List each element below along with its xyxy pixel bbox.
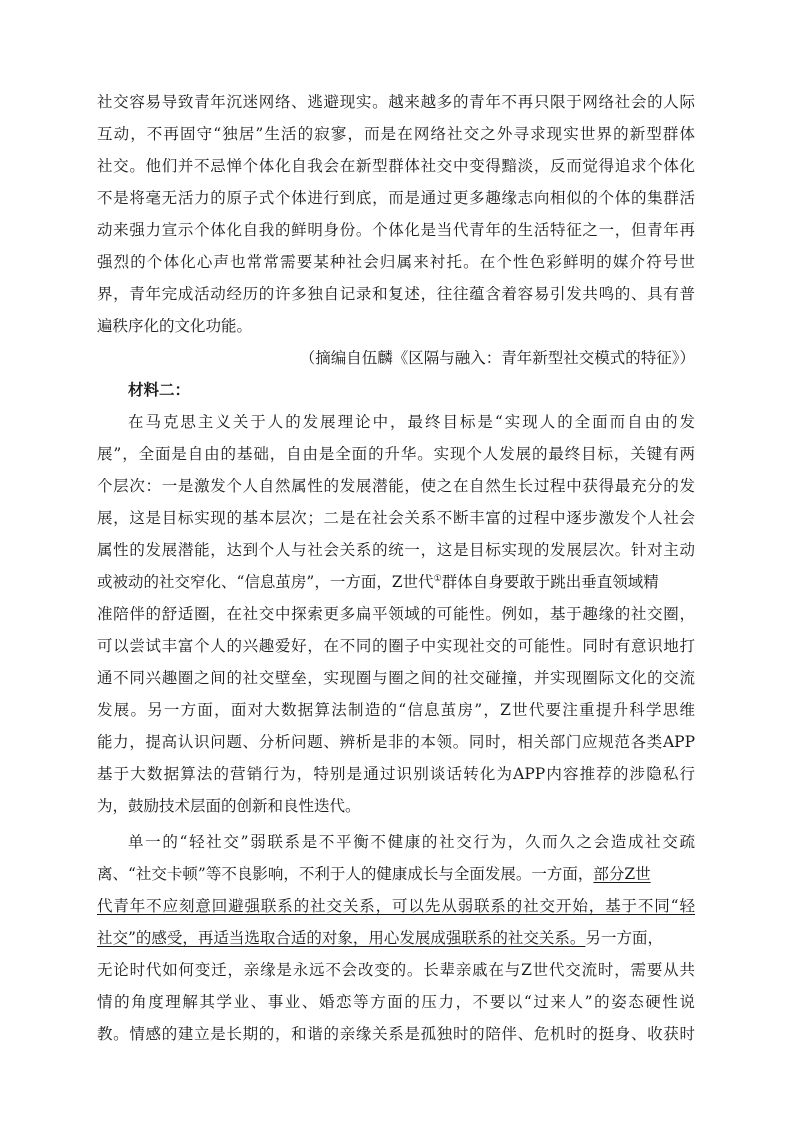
text-segment: 群体自身要敢于跳出垂直领域精 <box>441 573 659 591</box>
source-citation: （摘编自伍麟《区隔与融入：青年新型社交模式的特征》） <box>299 349 695 367</box>
section-heading: 材料二： <box>128 380 191 399</box>
text-line: 单一的“轻社交”弱联系是不平衡不健康的社交行为，久而久之会造成社交疏 <box>128 833 695 851</box>
text-line: 通不同兴趣圈之间的社交壁垒，实现圈与圈之间的社交碰撞，并实现圈际文化的交流 <box>97 669 695 687</box>
text-line: 个层次：一是激发个人自然属性的发展潜能，使之在自然生长过程中获得最充分的发 <box>97 477 695 495</box>
text-line: 界，青年完成活动经历的许多独自记录和复述，往往蕴含着容易引发共鸣的、具有普 <box>97 285 695 303</box>
text-line <box>97 571 695 593</box>
text-line: 遍秩序化的文化功能。 <box>97 317 253 335</box>
text-line: 动来强力宣示个体化自我的鲜明身份。个体化是当代青年的生活特征之一，但青年再 <box>97 221 695 239</box>
text-line: 不是将毫无活力的原子式个体进行到底，而是通过更多趣缘志向相似的个体的集群活 <box>97 189 695 207</box>
text-line: 在马克思主义关于人的发展理论中，最终目标是“实现人的全面而自由的发 <box>128 413 695 431</box>
text-line: 属性的发展潜能，达到个人与社会关系的统一，这是目标实现的发展层次。针对主动 <box>97 541 695 559</box>
text-line: 准陪伴的舒适圈，在社交中探索更多扁平领域的可能性。例如，基于趣缘的社交圈， <box>97 605 695 623</box>
text-line: 能力，提高认识问题、分析问题、辨析是非的本领。同时，相关部门应规范各类APP <box>97 733 695 751</box>
text-line: 展”，全面是自由的基础，自由是全面的升华。实现个人发展的最终目标，关键有两 <box>97 445 695 463</box>
text-line: 教。情感的建立是长期的，和谐的亲缘关系是孤独时的陪伴、危机时的挺身、收获时 <box>97 1025 695 1043</box>
footnote-mark: ① <box>433 573 442 584</box>
text-segment: 另一方面， <box>585 929 663 947</box>
text-line <box>97 927 695 949</box>
text-line: 社交容易导致青年沉迷网络、逃避现实。越来越多的青年不再只限于网络社会的人际 <box>97 93 695 111</box>
text-line <box>97 863 695 885</box>
text-line: 强烈的个体化心声也常常需要某种社会归属来衬托。在个性色彩鲜明的媒介符号世 <box>97 253 695 271</box>
text-line: 社交。他们并不忌惮个体化自我会在新型群体社交中变得黯淡，反而觉得追求个体化 <box>97 157 695 175</box>
text-segment: 或被动的社交窄化、“信息茧房”，一方面，Z世代 <box>97 573 434 591</box>
text-line: 情的角度理解其学业、事业、婚恋等方面的压力，不要以“过来人”的姿态硬性说 <box>97 993 695 1011</box>
text-line: 可以尝试丰富个人的兴趣爱好，在不同的圈子中实现社交的可能性。同时有意识地打 <box>97 637 695 655</box>
text-line: 互动，不再固守“独居”生活的寂寥，而是在网络社交之外寻求现实世界的新型群体 <box>97 125 695 143</box>
text-line: 展，这是目标实现的基本层次；二是在社会关系不断丰富的过程中逐步激发个人社会 <box>97 509 695 527</box>
text-line: 发展。另一方面，面对大数据算法制造的“信息茧房”，Z世代要注重提升科学思维 <box>97 701 695 719</box>
underlined-text: 部分Z世 <box>593 865 651 883</box>
underlined-text: 社交”的感受，再适当选取合适的对象，用心发展成强联系的社交关系。 <box>97 929 586 947</box>
underlined-text: 代青年不应刻意回避强联系的社交关系，可以先从弱联系的社交开始，基于不同“轻 <box>97 897 695 915</box>
text-line: 无论时代如何变迁，亲缘是永远不会改变的。长辈亲戚在与Z世代交流时，需要从共 <box>97 961 695 979</box>
text-segment: 离、“社交卡顿”等不良影响，不利于人的健康成长与全面发展。一方面， <box>97 865 594 883</box>
text-line: 基于大数据算法的营销行为，特别是通过识别谈话转化为APP内容推荐的涉隐私行 <box>97 765 695 783</box>
text-line: 为，鼓励技术层面的创新和良性迭代。 <box>97 797 361 815</box>
